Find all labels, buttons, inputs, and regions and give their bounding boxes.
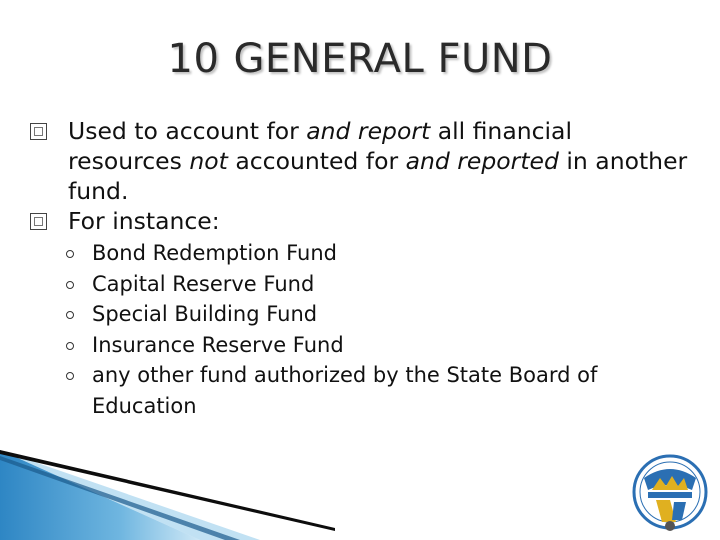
sub-bullet-text: any other fund authorized by the State Board of Education bbox=[92, 363, 598, 418]
sub-bullet-text: Capital Reserve Fund bbox=[92, 271, 315, 296]
circle-bullet-icon bbox=[66, 342, 74, 350]
bullet-text-run: all financial resources bbox=[68, 117, 572, 175]
circle-bullet-icon bbox=[66, 281, 74, 289]
sub-bullet-item bbox=[62, 299, 690, 330]
bullet-text-run: in another fund. bbox=[68, 147, 688, 205]
sub-bullet-text: Insurance Reserve Fund bbox=[92, 332, 344, 357]
bullet-text-run-italic: not bbox=[189, 147, 228, 175]
title-number: 10 bbox=[167, 36, 220, 82]
title-text: GENERAL FUND bbox=[233, 36, 553, 82]
sub-bullet-item bbox=[62, 269, 690, 300]
bullet-text-run: Used to account for bbox=[68, 117, 307, 145]
bullet-text-2: For instance: bbox=[68, 207, 220, 235]
slide-body bbox=[30, 116, 690, 421]
sub-bullet-text: Special Building Fund bbox=[92, 302, 318, 326]
sub-bullet-list bbox=[62, 238, 690, 421]
bullet-item bbox=[30, 206, 690, 236]
box-bullet-icon bbox=[30, 213, 47, 230]
bullet-item bbox=[30, 116, 690, 206]
organization-logo bbox=[630, 452, 710, 538]
box-bullet-icon bbox=[30, 123, 47, 140]
decorative-stripe bbox=[0, 450, 340, 540]
sub-bullet-item bbox=[62, 360, 690, 421]
circle-bullet-icon bbox=[66, 311, 74, 319]
sub-bullet-text: Bond Redemption Fund bbox=[92, 241, 337, 265]
circle-bullet-icon bbox=[66, 250, 74, 258]
circle-bullet-icon bbox=[66, 372, 74, 380]
sub-bullet-item bbox=[62, 238, 690, 269]
sub-bullet-item bbox=[62, 330, 690, 361]
bullet-text-1 bbox=[68, 117, 687, 205]
bullet-text-run-italic: and reported bbox=[405, 147, 559, 175]
bullet-text-run: accounted for bbox=[227, 147, 406, 175]
slide-title bbox=[0, 36, 720, 82]
bullet-text-run-italic: and report bbox=[306, 117, 431, 145]
